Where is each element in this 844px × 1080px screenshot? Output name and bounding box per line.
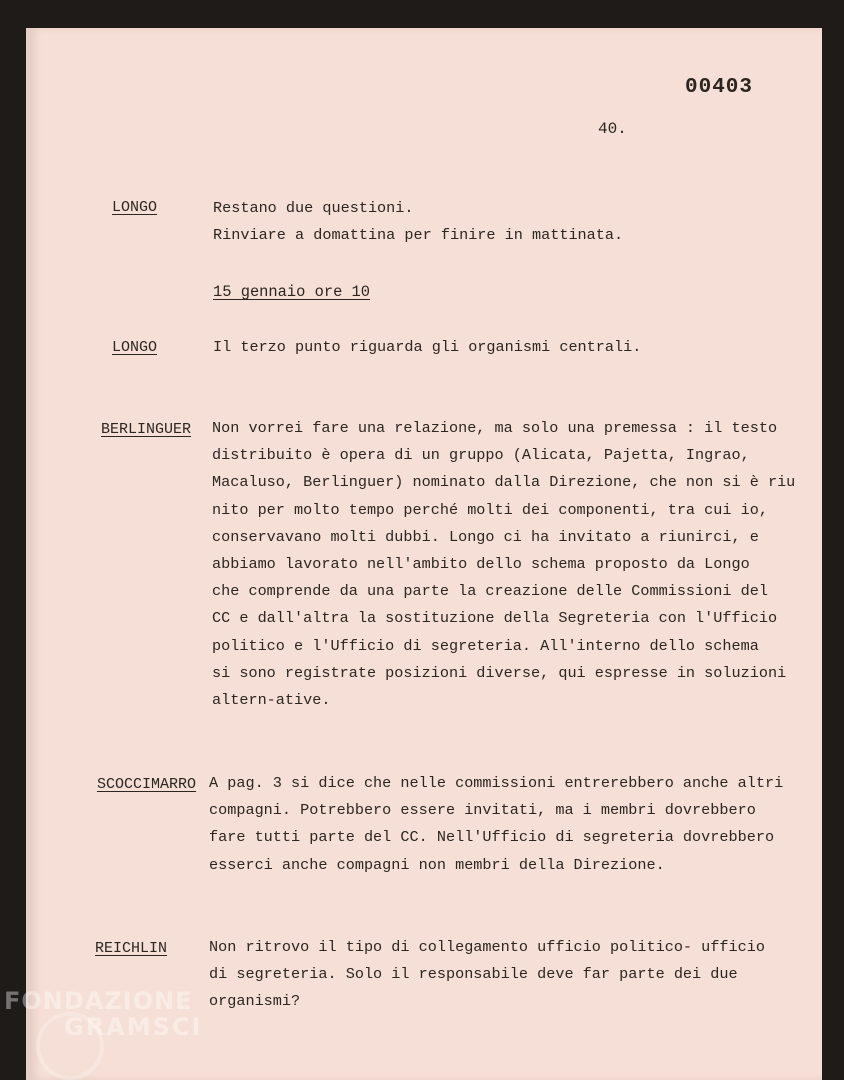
speaker-name: LONGO <box>112 199 158 216</box>
speech-text: Il terzo punto riguarda gli organismi centrali. <box>213 338 642 356</box>
speech-text: Non vorrei fare una relazione, ma solo una premessa : il testo distribuito è opera di un gruppo (Alicata, Pajetta, Ingrao, Macaluso, Berlinguer) nominato dalla Direzione, che non si è riu nito per molto tempo perché molti dei componenti, tra cui io, conservavano molti dubbi. Longo ci ha invitato a riunirci, e abbiamo lavorato nell'ambito dello schema proposto da Longo che comprende da una parte la creazione delle Commissioni del CC e dall'altra la sostituzione della Segreteria con l'Ufficio politico e l'Ufficio di segreteria. All'interno dello schema si sono registrate posizioni diverse, qui espresse in soluzioni altern-ative. <box>212 419 796 709</box>
speaker-name: REICHLIN <box>95 940 168 957</box>
page-number: 40. <box>598 120 627 138</box>
document-number: 00403 <box>685 76 754 99</box>
speaker-name: BERLINGUER <box>101 421 192 438</box>
speaker-name: SCOCCIMARRO <box>97 776 197 793</box>
watermark: FONDAZIONE GRAMSCI <box>4 987 203 1041</box>
speech-text: A pag. 3 si dice che nelle commissioni entrerebbero anche altri compagni. Potrebbero essere invitati, ma i membri dovrebbero fare tutti parte del CC. Nell'Ufficio di segreteria dovrebbero esserci anche compagni non membri della Direzione. <box>209 774 784 874</box>
speech-text: Restano due questioni. Rinviare a domattina per finire in mattinata. <box>213 199 624 245</box>
speaker-name: LONGO <box>112 339 158 356</box>
speech-text: Non ritrovo il tipo di collegamento ufficio politico- ufficio di segreteria. Solo il responsabile deve far parte dei due organismi? <box>209 938 765 1011</box>
session-date: 15 gennaio ore 10 <box>213 283 371 301</box>
